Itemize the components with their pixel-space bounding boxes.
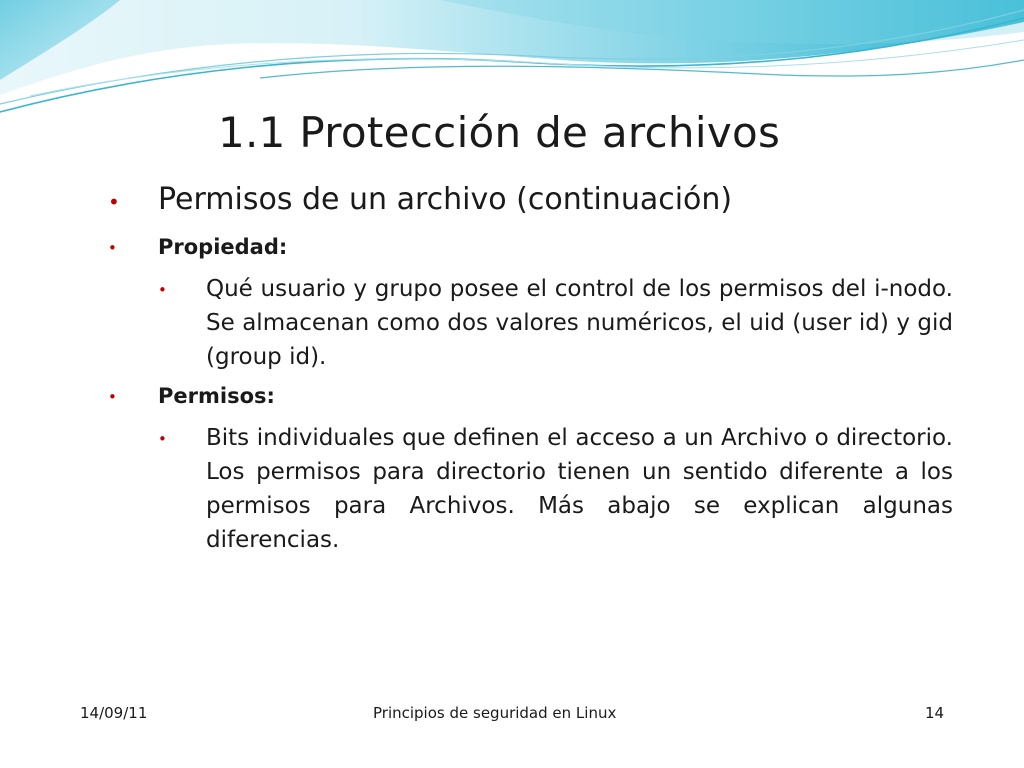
bullet-paragraph: Bits individuales que definen el acceso a un Archivo o directorio. Los permisos para directorio tienen un sentido diferente a los permisos para Archivos. Más abajo se explican algunas diferencias. — [206, 425, 953, 553]
bullet-marker: • — [108, 190, 120, 214]
section-heading-permisos: Permisos: — [158, 384, 275, 408]
footer-title: Principios de seguridad en Linux — [373, 704, 617, 722]
footer-page-number: 14 — [925, 704, 945, 722]
bullet-marker: • — [158, 430, 167, 448]
bullet-marker: • — [108, 239, 117, 257]
slide-title: 1.1 Protección de archivos — [218, 108, 781, 157]
section-heading-propiedad: Propiedad: — [158, 235, 288, 259]
footer-date: 14/09/11 — [80, 704, 148, 722]
bullet-text: Permisos de un archivo (continuación) — [158, 182, 733, 217]
bullet-marker: • — [158, 281, 167, 299]
bullet-marker: • — [108, 388, 117, 406]
bullet-paragraph: Qué usuario y grupo posee el control de los permisos del i-nodo. Se almacenan como dos valores numéricos, el uid (user id) y gid (group id). — [206, 276, 953, 370]
